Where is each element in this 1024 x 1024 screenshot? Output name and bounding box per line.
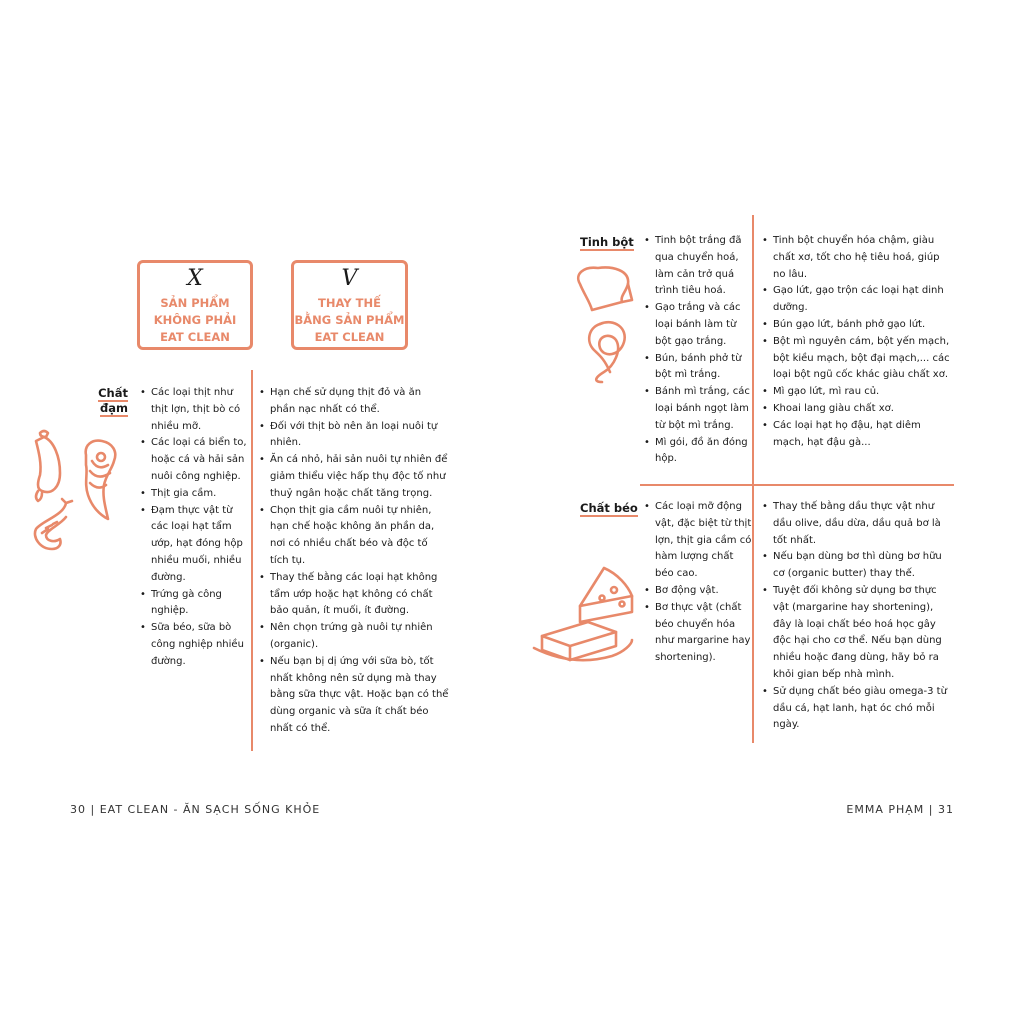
pretzel-icon: [589, 322, 624, 382]
starch-replace-list: [762, 233, 952, 451]
list-item: • Hạn chế sử dụng thịt đỏ và ăn phần nạc nhất có thể.: [259, 385, 449, 419]
not-eat-clean-label: SẢN PHẨM KHÔNG PHẢI EAT CLEAN: [153, 296, 237, 344]
list-item: • Bơ động vật.: [644, 583, 752, 600]
list-item: • Bột mì nguyên cám, bột yến mạch, bột kiều mạch, bột đại mạch,... các loại bột ngũ cốc khác giàu chất xơ.: [762, 334, 952, 384]
protein-illustration: [26, 425, 138, 560]
row-divider: [640, 484, 954, 486]
protein-replace-list: [259, 385, 449, 738]
not-eat-clean-box: [137, 260, 253, 350]
list-item: • Nên chọn trứng gà nuôi tự nhiên (organic).: [259, 620, 449, 654]
list-item: • Sữa béo, sữa bò công nghiệp nhiều đường.: [140, 620, 252, 670]
list-item: • Bún, bánh phở từ bột mì trắng.: [644, 351, 752, 385]
list-item: • Đạm thực vật từ các loại hạt tẩm ướp, hạt đóng hộp nhiều muối, nhiều đường.: [140, 503, 252, 587]
list-item: • Tinh bột trắng đã qua chuyển hoá, làm cản trở quá trình tiêu hoá.: [644, 233, 752, 300]
salmon-steak-icon: [86, 441, 116, 519]
list-item: • Thay thế bằng các loại hạt không tẩm ướp hoặc hạt không có chất bảo quản, ít muối, ít đường.: [259, 570, 449, 620]
list-item: • Mì gạo lứt, mì rau củ.: [762, 384, 952, 401]
starch-heading: Tinh bột: [580, 235, 634, 249]
list-item: • Tuyệt đối không sử dụng bơ thực vật (margarine hay shortening), đây là loại chất béo hoá học gây độc hại cho cơ thể. Nếu bạn dùng nhiều hoặc đang dùng, hãy bỏ ra khỏi gian bếp nhà mình.: [762, 583, 952, 684]
fat-replace-list: [762, 499, 952, 734]
column-divider: [251, 370, 253, 751]
list-item: • Thay thế bằng dầu thực vật như dầu olive, dầu dừa, dầu quả bơ là tốt nhất.: [762, 499, 952, 549]
fat-heading: Chất béo: [580, 501, 638, 515]
protein-avoid-list: [140, 385, 252, 671]
eat-clean-replacement-box: [291, 260, 408, 350]
list-item: • Sử dụng chất béo giàu omega-3 từ dầu cá, hạt lanh, hạt óc chó mỗi ngày.: [762, 684, 952, 734]
list-item: • Nếu bạn bị dị ứng với sữa bò, tốt nhất không nên sử dụng mà thay bằng sữa thực vật. Hoặc bạn có thể dùng organic và sữa ít chất béo nhất có thể.: [259, 654, 449, 738]
list-item: • Nếu bạn dùng bơ thì dùng bơ hữu cơ (organic butter) thay thế.: [762, 549, 952, 583]
fat-avoid-list: [644, 499, 752, 667]
list-item: • Bún gạo lứt, bánh phở gạo lứt.: [762, 317, 952, 334]
list-item: • Tinh bột chuyển hóa chậm, giàu chất xơ, tốt cho hệ tiêu hoá, giúp no lâu.: [762, 233, 952, 283]
list-item: • Các loại mỡ động vật, đặc biệt từ thịt lợn, thịt gia cầm có hàm lượng chất béo cao.: [644, 499, 752, 583]
fat-illustration: [528, 560, 640, 670]
list-item: • Chọn thịt gia cầm nuôi tự nhiên, hạn chế hoặc không ăn phần da, nơi có nhiều chất béo và độc tố tích tụ.: [259, 503, 449, 570]
butter-icon: [534, 622, 632, 660]
list-item: • Các loại cá biển to, hoặc cá và hải sản nuôi công nghiệp.: [140, 435, 252, 485]
starch-illustration: [570, 262, 640, 387]
x-mark: X: [187, 266, 203, 291]
sausage-icon: [36, 431, 60, 501]
list-item: • Mì gói, đồ ăn đóng hộp.: [644, 435, 752, 469]
shrimp-icon: [35, 499, 72, 549]
left-page-footer: 30 | EAT CLEAN - ĂN SẠCH SỐNG KHỎE: [70, 803, 321, 816]
bread-toast-icon: [578, 268, 632, 310]
eat-clean-replacement-label: THAY THẾ BẰNG SẢN PHẨM EAT CLEAN: [294, 296, 405, 344]
check-mark: V: [341, 266, 358, 291]
protein-heading: Chất đạm: [98, 386, 128, 415]
column-divider: [752, 215, 754, 743]
right-page-footer: EMMA PHẠM | 31: [846, 803, 954, 816]
list-item: • Đối với thịt bò nên ăn loại nuôi tự nhiên.: [259, 419, 449, 453]
cheese-icon: [580, 568, 632, 622]
list-item: • Khoai lang giàu chất xơ.: [762, 401, 952, 418]
list-item: • Gạo lứt, gạo trộn các loại hạt dinh dưỡng.: [762, 283, 952, 317]
list-item: • Bánh mì trắng, các loại bánh ngọt làm từ bột mì trắng.: [644, 384, 752, 434]
list-item: • Các loại hạt họ đậu, hạt diêm mạch, hạt đậu gà...: [762, 418, 952, 452]
list-item: • Thịt gia cầm.: [140, 486, 252, 503]
list-item: • Các loại thịt như thịt lợn, thịt bò có nhiều mỡ.: [140, 385, 252, 435]
list-item: • Trứng gà công nghiệp.: [140, 587, 252, 621]
list-item: • Ăn cá nhỏ, hải sản nuôi tự nhiên để giảm thiểu việc hấp thụ độc tố như thuỷ ngân hoặc chất tăng trọng.: [259, 452, 449, 502]
list-item: • Bơ thực vật (chất béo chuyển hóa như margarine hay shortening).: [644, 600, 752, 667]
list-item: • Gạo trắng và các loại bánh làm từ bột gạo trắng.: [644, 300, 752, 350]
starch-avoid-list: [644, 233, 752, 468]
